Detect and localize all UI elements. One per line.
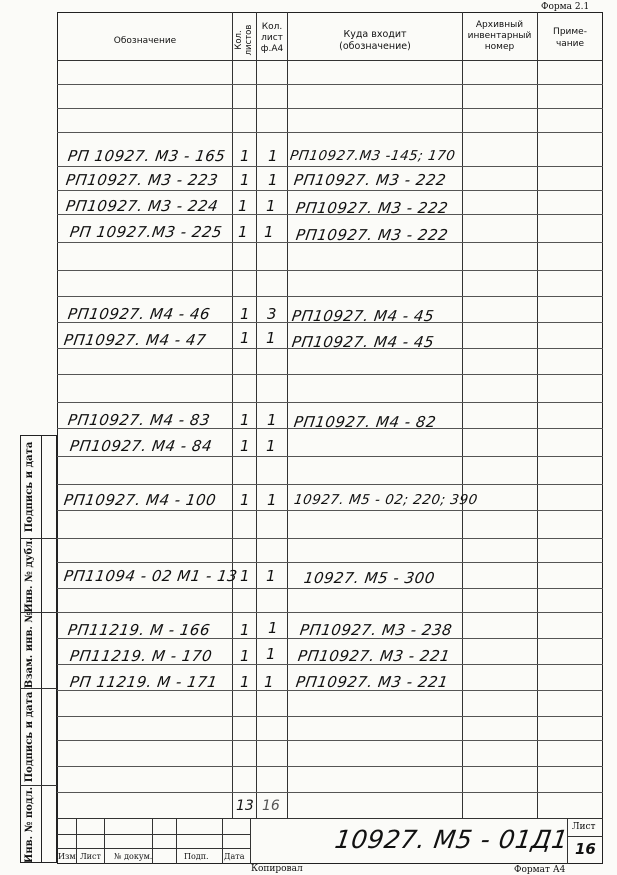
table-row-where-used: РП10927. М4 - 45 xyxy=(290,307,436,325)
table-row-designation: РП10927. М4 - 84 xyxy=(68,437,214,455)
table-row-a4: 3 xyxy=(267,305,277,323)
row-line xyxy=(57,510,603,511)
title-col-date: Дата xyxy=(224,852,245,861)
table-row-designation: РП 11219. М - 171 xyxy=(68,673,219,691)
table-row-a4: 1 xyxy=(266,437,276,455)
table-row-a4: 1 xyxy=(266,329,276,347)
row-line xyxy=(57,538,603,539)
table-row-designation: РП10927. М4 - 83 xyxy=(66,411,212,429)
table-row-where-used: 10927. М5 - 300 xyxy=(302,569,437,587)
table-row-sheets: 1 xyxy=(240,621,250,639)
header-note: Приме- чание xyxy=(553,27,587,49)
row-line xyxy=(57,612,603,613)
row-line xyxy=(57,792,603,793)
table-row-sheets: 1 xyxy=(240,411,250,429)
row-line xyxy=(57,456,603,457)
table-row-where-used: РП10927.М3 -145; 170 xyxy=(288,148,457,164)
table-row-where-used: РП10927. М3 - 221 xyxy=(294,673,450,691)
table-row-sheets: 1 xyxy=(240,567,250,585)
table-row-a4: 1 xyxy=(267,491,277,509)
row-line xyxy=(57,84,603,85)
table-row-designation: РП10927. М4 - 46 xyxy=(66,305,212,323)
table-row-designation: РП11219. М - 166 xyxy=(66,621,212,639)
side-label-replace-inv: Взам. инв. № xyxy=(24,611,35,689)
table-row-sheets: 1 xyxy=(238,223,248,241)
header-sheets-a4: Кол. лист ф.А4 xyxy=(260,22,284,54)
side-label-dup-inv: Инв. № дубл. xyxy=(24,537,35,613)
table-row-sheets: 1 xyxy=(240,647,250,665)
table-row-where-used: РП10927. М3 - 222 xyxy=(294,226,450,244)
row-line xyxy=(57,374,603,375)
table-row-a4: 1 xyxy=(264,673,274,691)
table-row-where-used: РП10927. М3 - 238 xyxy=(298,621,454,639)
table-row-designation: РП11094 - 02 М1 - 13 xyxy=(62,567,239,585)
table-row-designation: РП 10927. М3 - 165 xyxy=(66,147,227,165)
table-row-sheets: 1 xyxy=(240,673,250,691)
table-row-sheets: 1 xyxy=(240,437,250,455)
sheet-label: Лист xyxy=(572,822,596,832)
table-row-a4: 1 xyxy=(264,223,274,241)
table-row-sheets: 1 xyxy=(240,329,250,347)
header-designation: Обозначение xyxy=(113,36,177,46)
table-row-where-used: РП10927. М4 - 82 xyxy=(292,413,438,431)
table-row-where-used: РП10927. М3 - 222 xyxy=(294,199,450,217)
header-where-used: Куда входит (обозначение) xyxy=(339,29,411,52)
table-row-sheets: 1 xyxy=(240,147,250,165)
title-col-doc: № докум. xyxy=(114,852,153,861)
row-line xyxy=(57,166,603,167)
table-row-where-used: 10927. М5 - 02; 220; 390 xyxy=(292,492,479,508)
table-row-where-used: РП10927. М4 - 45 xyxy=(290,333,436,351)
title-col-izm: Изм xyxy=(58,852,76,861)
form-label: Форма 2.1 xyxy=(541,2,590,12)
table-row-a4: 1 xyxy=(268,619,278,637)
header-sheets-count: Кол. листов xyxy=(234,24,254,56)
table-row-sheets: 1 xyxy=(240,171,250,189)
row-line xyxy=(57,402,603,403)
table-row-designation: РП10927. М4 - 47 xyxy=(62,331,208,349)
row-line xyxy=(57,766,603,767)
table-row-designation: РП10927. М3 - 224 xyxy=(64,197,220,215)
title-col-list: Лист xyxy=(80,852,101,861)
total-sheets: 13 xyxy=(236,798,254,814)
side-label-orig-inv: Инв. № подл. xyxy=(24,786,35,864)
table-row-where-used: РП10927. М3 - 222 xyxy=(292,171,448,189)
row-line xyxy=(57,740,603,741)
table-row-sheets: 1 xyxy=(240,305,250,323)
table-row-a4: 1 xyxy=(268,171,278,189)
table-row-designation: РП10927. М3 - 223 xyxy=(64,171,220,189)
row-line xyxy=(57,562,603,563)
side-label-sign-date-2: Подпись и дата xyxy=(24,691,35,783)
table-row-designation: РП 10927.М3 - 225 xyxy=(68,223,224,241)
document-code: 10927. М5 - 01Д1 xyxy=(333,825,571,854)
row-line xyxy=(57,588,603,589)
row-line xyxy=(57,270,603,271)
total-a4: 16 xyxy=(262,798,280,814)
row-line xyxy=(57,190,603,191)
title-col-sign: Подп. xyxy=(184,852,209,861)
row-line xyxy=(57,132,603,133)
row-line xyxy=(57,108,603,109)
row-line xyxy=(57,484,603,485)
footer-format: Формат А4 xyxy=(514,865,566,875)
row-line xyxy=(57,296,603,297)
table-row-where-used: РП10927. М3 - 221 xyxy=(296,647,452,665)
table-row-a4: 1 xyxy=(267,411,277,429)
table-row-sheets: 1 xyxy=(238,197,248,215)
table-row-a4: 1 xyxy=(266,645,276,663)
footer-copied: Копировал xyxy=(251,864,303,874)
table-row-designation: РП11219. М - 170 xyxy=(68,647,214,665)
table-row-a4: 1 xyxy=(268,147,278,165)
table-row-a4: 1 xyxy=(266,197,276,215)
table-row-a4: 1 xyxy=(266,567,276,585)
row-line xyxy=(57,716,603,717)
table-row-sheets: 1 xyxy=(240,491,250,509)
table-row-designation: РП10927. М4 - 100 xyxy=(62,491,218,509)
header-archive-number: Архивный инвентарный номер xyxy=(467,20,532,52)
sheet-number: 16 xyxy=(575,840,596,858)
side-label-sign-date-1: Подпись и дата xyxy=(24,441,35,533)
